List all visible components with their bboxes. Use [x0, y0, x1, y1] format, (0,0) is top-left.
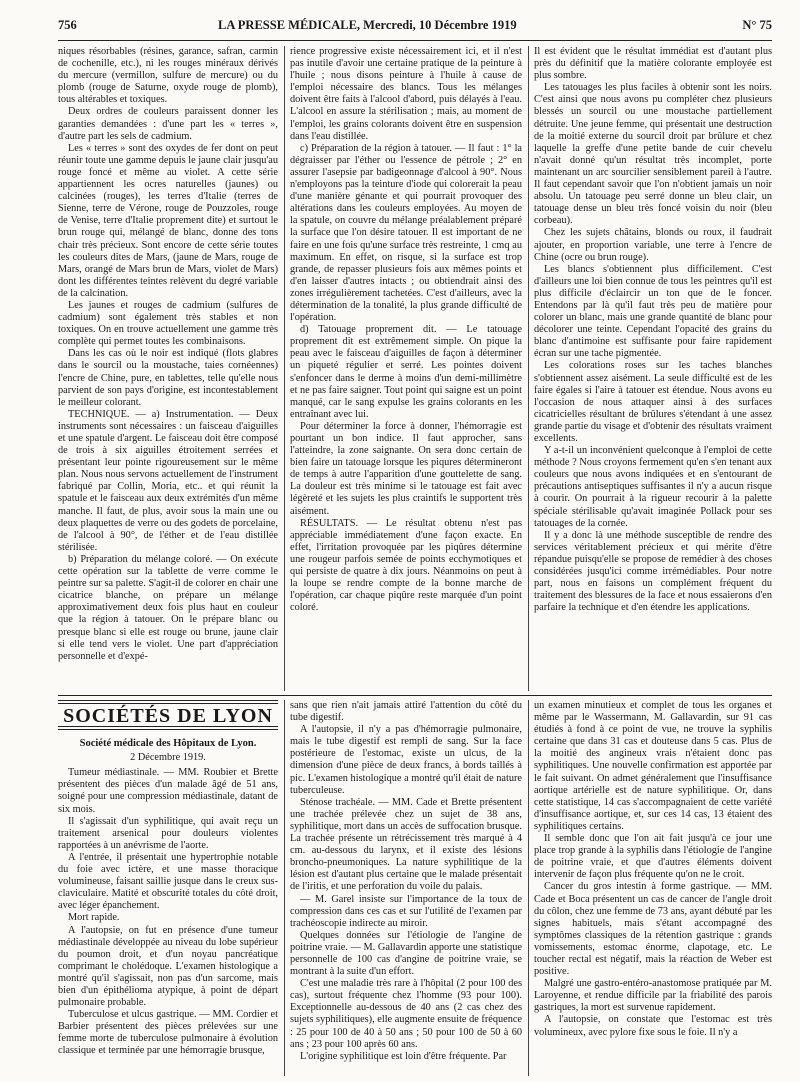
paragraph: A l'autopsie, on fut en présence d'une tumeur médiastinale développée au niveau du lobe supérieur du poumon droit, et d'un noyau pancréatique comprimant le cholédoque. L'examen histologique a montré qu'il s'agissait, non pas d'un sarcome, mais bien d'un épithélioma atypique, à point de départ pulmonaire probable. [58, 924, 278, 1009]
running-header [58, 18, 772, 38]
session-date: 2 Décembre 1919. [130, 752, 206, 764]
paragraph: TECHNIQUE. — a) Instrumentation. — Deux instruments sont nécessaires : un faisceau d'aiguilles et une spatule d'argent. Le faisceau doit être composé de trois à six aiguilles étroitement serrées et présentant leur pointe rigoureusement sur le même plan. Nous nous servons actuellement de l'instrument fabriqué par Collin, Moria, etc.. et qui réunit la spatule et le faisceau aux deux extrémités d'un même manche. Il faut, de plus, avoir sous la main une ou deux plaquettes de verre ou des godets de porcelaine, de l'alcool à 90°, de l'éther et de l'eau distillée stérilisée. [58, 408, 278, 553]
bottom-column-1 [58, 700, 278, 1076]
paragraph: Y a-t-il un inconvénient quelconque à l'emploi de cette méthode ? Nous croyons fermement qu'en s'en tenant aux couleurs que nous avons indiquées et en s'entourant de précautions antiseptiques suffisantes il n'y a aucun risque à courir. On pourrait à la rigueur recourir à la palette spéciale stérilisable qu'avait imaginée Pollack pour ses tatouages de la cornée. [534, 445, 772, 529]
paragraph: b) Préparation du mélange coloré. — On exécute cette opération sur la tablette de verre comme le peintre sur sa palette. S'agit-il de colorer en chair une cicatrice blanche, on prépare un mélange approximativement deux fois plus haut en couleur que la région à tatouer. On le prépare blanc ou presque blanc si elle est rouge ou brune, jaune clair si elle tend vers le violet. Une part d'appréciation personnelle et d'expé- [58, 553, 278, 662]
paragraph: Il est évident que le résultat immédiat est d'autant plus près du définitif que la matière colorante employée est plus sombre. [534, 46, 772, 82]
paragraph: c) Préparation de la région à tatouer. — Il faut : 1° la dégraisser par l'éther ou l'essence de pétrole ; 2° en assurer l'asepsie par badigeonnage d'alcool à 90°. Nous n'employons pas la teinture d'iode qui colorerait la peau d'une manière génante et qui pourrait provoquer des altérations dans les couleurs employées. Au moyen de la spatule, on couvre du mélange préalablement préparé la surface que l'on désire tatouer. Il est important de ne faire en une fois qu'une surface très restreinte, 1 cmq au maximum. En effet, on risque, si la surface est trop grande, de repasser plusieurs fois aux mêmes points et d'en laisser d'autres intacts ; ou obtiendrait ainsi des zones irrégulièrement tachetées. C'est d'ailleurs, avec la détermination de la tonalité, la plus grande difficulté de l'opération. [290, 142, 522, 324]
paragraph: L'origine syphilitique est loin d'être fréquente. Par [300, 1050, 507, 1062]
paragraph: Il s'agissait d'un syphilitique, qui avait reçu un traitement arsenical pour douleurs violentes rapportées à un anévrisme de l'aorte. [58, 815, 278, 851]
top-column-1 [58, 46, 278, 691]
page-number: 756 [58, 18, 77, 32]
paragraph: Les tatouages les plus faciles à obtenir sont les noirs. C'est ainsi que nous avons pu compléter chez plusieurs blessés un sourcil ou une moustache partiellement détruite. Une jeune femme, qui présentait une destruction de la moitié externe du sourcil droit par brûlure et chez laquelle la greffe d'une petite bande de cuir chevelu n'avait donné qu'un résultat très incomplet, porte maintenant un arc sourcilier sensiblement pareil à l'autre. Il faut cependant savoir que l'on n'obtient jamais un noir absolu. Un tatouage peu serré donne un bleu clair, un tatouage dense un bleu très foncé voisin du noir (bleu corbeau). [534, 82, 772, 227]
issue-number: N° 75 [742, 18, 772, 32]
column-divider [528, 46, 529, 691]
paragraph: d) Tatouage proprement dit. — Le tatouage proprement dit est extrêmement simple. On pique la peau avec le faisceau d'aiguilles de façon à déterminer un piqueté régulier et serré. Les pointes doivent s'enfoncer dans le derme à moins d'un demi-millimètre et ne pas faire saigner. Tout point qui saigne est un point manqué, car le sang expulse les grains colorants en les entraînant avec lui. [290, 324, 522, 420]
paragraph: un examen minutieux et complet de tous les organes et même par le Wassermann, M. Gallavardin, sur 91 cas étudiés à fond à ce point de vue, ne trouve la syphilis certaine que dans 31 cas et douteuse dans 5 cas. Plus de la moitié des angineux vrais n'étaient donc pas syphilitiques. Une nouvelle confirmation est apportée par le fait suivant. On admet généralement que l'insuffisance aortique artérielle est de nature syphilitique. Or, dans cette statistique, 14 cas s'accompagnaient de cette variété d'insuffisance aortique, et, sur ces 14 cas, 13 étaient des syphilitiques certains. [534, 700, 772, 832]
paragraph: Mort rapide. [68, 912, 120, 924]
paragraph: Les jaunes et rouges de cadmium (sulfures de cadmium) sont également très stables et non toxiques. On en trouve actuellement une gamme très complète qui permet toutes les combinaisons. [58, 299, 278, 348]
header-rule [58, 40, 772, 41]
paragraph: rience progressive existe nécessairement ici, et il n'est pas inutile d'avoir une certaine pratique de la peinture à l'huile ; nous disons peinture à l'huile à cause de l'emploi nécessaire des blancs. Tous les mélanges doivent être faits à l'alcool d'abord, puis délayés à l'eau. L'alcool en assure la stérilisation ; mais, au moment de l'emploi, les grains colorants doivent être en suspension dans l'eau distillée. [290, 46, 522, 142]
paragraph: Deux ordres de couleurs paraissent donner les garanties demandées : d'une part les « terres », d'autre part les sels de cadmium. [58, 106, 278, 142]
paragraph: sans que rien n'ait jamais attiré l'attention du côté du tube digestif. [290, 700, 522, 724]
paragraph: Tuberculose et ulcus gastrique. — MM. Cordier et Barbier présentent des pièces prélevées sur une femme morte de tuberculose pulmonaire à évolution classique et terminée par une hémorragie brusque, [58, 1009, 278, 1057]
paragraph: Il y a donc là une méthode susceptible de rendre des services véritablement précieux et qui mérite d'être répandue puisqu'elle se propose de remédier à des choses considérées jusqu'ici comme irrémédiables. Pour notre part, nous en faisons un complément fréquent du traitement des blessures de la face et nous essaierons d'en parfaire la technique et d'en étendre les applications. [534, 529, 772, 614]
paragraph: Les blancs s'obtiennent plus difficilement. C'est d'ailleurs une loi bien connue de tous les peintres qu'il est plus difficile d'éclaircir un ton que de le foncer. Entendons par là qu'il faut très peu de matière pour colorer un blanc, mais une grande quantité de blanc pour décolorer une teinte. Cependant l'opacité des grains du blanc d'antimoine est suffisante pour faire rapidement écran sur une tache pigmentée. [534, 263, 772, 360]
paragraph: Quelques données sur l'étiologie de l'angine de poitrine vraie. — M. Gallavardin apporte une statistique personnelle de 100 cas d'angine de poitrine vraie, se montrant à la suite d'un effort. [290, 929, 522, 978]
paragraph: Chez les sujets châtains, blonds ou roux, il faudrait ajouter, en proportion variable, une terre à l'encre de Chine (ocre ou brun rouge). [534, 227, 772, 263]
column-divider [284, 46, 285, 691]
column-divider [528, 700, 529, 1076]
paragraph: Il semble donc que l'on ait fait jusqu'à ce jour une place trop grande à la syphilis dans l'étiologie de l'angine de poitrine vraie, et que d'autres éléments doivent intervenir de façon plus fréquente qu'on ne le croit. [534, 833, 772, 881]
paragraph: Dans les cas où le noir est indiqué (flots glabres dans le sourcil ou la moustache, taies cornéennes) l'encre de Chine, pure, en tablettes, telle qu'elle nous parvient de son pays d'origine, est incontestablement le meilleur colorant. [58, 348, 278, 408]
title-rule [58, 700, 278, 704]
journal-title: LA PRESSE MÉDICALE, Mercredi, 10 Décembre 1919 [218, 18, 517, 32]
paragraph: RÉSULTATS. — Le résultat obtenu n'est pas appréciable immédiatement d'une façon exacte. En effet, l'irritation provoquée par les piqûres détermine une rougeur parfois semée de points ecchymotiques et qui persiste de quatre à dix jours. Néanmoins on peut à la loupe se rendre compte de la bonne marche de l'opération, car chaque piqûre reste marquée d'un point coloré. [290, 517, 522, 614]
paragraph: A l'autopsie, il n'y a pas d'hémorragie pulmonaire, mais le tube digestif est rempli de sang. Sur la face postérieure de l'estomac, existe un ulcus, de la dimension d'une pièce de deux francs, à bords taillés à pic. L'examen histologique a montré qu'il était de nature tuberculeuse. [290, 724, 522, 796]
paragraph: — M. Garel insiste sur l'importance de la toux de compression dans ces cas et sur l'utilité de l'examen par trachéoscopie indirecte au miroir. [290, 893, 522, 929]
section-rule [58, 695, 772, 696]
paragraph: Les « terres » sont des oxydes de fer dont on peut réunir toute une gamme depuis le jaune clair jusqu'au rouge foncé et même au violet. A cette série appartiennent les ocres naturelles (jaunes) ou calcinées (rouges), les terres d'Italie (terres de Sienne, terre de Vérone, rouge de Pouzzoles, rouge de Venise, terre d'Italie proprement dite) et surtout le brun rouge qui, mélangé de blanc, donne des tons chair très précieux. Sont encore de cette série toutes les couleurs dites de Mars, (jaune de Mars, rouge de Mars, orangé de Mars brun de Mars, violet de Mars) dont les différentes teintes relèvent du degré variable de la calcination. [58, 142, 278, 299]
bottom-column-3 [534, 700, 772, 1076]
paragraph: Malgré une gastro-entéro-anastomose pratiquée par M. Laroyenne, et rendue difficile par la friabilité des parois gastriques, la mort est survenue rapidement. [534, 978, 772, 1014]
section-title: SOCIÉTÉS DE LYON [63, 705, 273, 727]
top-column-2 [290, 46, 522, 691]
paragraph: C'est une maladie très rare à l'hôpital (2 pour 100 des cas), surtout fréquente chez l'homme (93 pour 100). Exceptionnelle au-dessous de 40 ans (2 cas chez des sujets syphilitiques), elle augmente ensuite de fréquence : 25 pour 100 de 40 à 50 ans ; 50 pour 100 de 50 à 60 ans ; 23 pour 100 après 60 ans. [290, 978, 522, 1050]
bottom-column-2 [290, 700, 522, 1076]
paragraph: Pour déterminer la force à donner, l'hémorragie est pourtant un bon indice. Il faut approcher, sans l'atteindre, la zone saignante. On sera donc certain de bien faire un tatouage lorsque les piqures détermineront de temps à autre l'apparition d'une gouttelette de sang. La douleur est très minime si le tatouage est fait avec légèreté et les sujets les plus craintifs le supportent très aisément. [290, 420, 522, 517]
top-column-3 [534, 46, 772, 691]
paragraph: A l'autopsie, on constate que l'estomac est très volumineux, avec pylore fixe sous le foie. Il n'y a [534, 1014, 772, 1038]
paragraph: niques résorbables (résines, garance, safran, carmin de cochenille, etc.), ni les rouges minéraux dérivés du mercure (vermillon, sulfure de mercure) ou du plomb (rouge de Saturne, oxyde rouge de plomb), tous altérables et toxiques. [58, 46, 278, 106]
paragraph: A l'entrée, il présentait une hypertrophie notable du foie avec ictère, et une masse thoracique volumineuse, faisant saillie jusque dans le creux sus-claviculaire. Matité et obscurité totales du côté droit, avec léger épanchement. [58, 851, 278, 912]
paragraph: Les colorations roses sur les taches blanches s'obtiennent assez aisément. La seule difficulté est de les faire égales si l'aire à tatouer est étendue. Nous avons eu l'occasion de nous attaquer ainsi à des surfaces cicatricielles résultant de brûlures s'étendant à une assez grande partie du visage et d'obtenir des résultats vraiment excellents. [534, 360, 772, 444]
paragraph: Sténose trachéale. — MM. Cade et Brette présentent une trachée prélevée chez un sujet de 38 ans, syphilitique, mort dans un accès de suffocation brusque. La trachée présente un rétrécissement très marqué à 4 cm. au-dessous du larynx, et il existe des lésions broncho-pneumoniques. La nature syphilitique de la lésion est d'autant plus certaine que le malade présentait de l'iritis, et une perforation du voile du palais. [290, 796, 522, 893]
column-divider [284, 700, 285, 1076]
paragraph: Cancer du gros intestin à forme gastrique. — MM. Cade et Boca présentent un cas de cancer de l'angle droit du côlon, chez une femme de 73 ans, ayant débuté par les signes habituels, mais s'étant accompagné des symptômes classiques de la rétention gastrique : grands vomissements, estomac énorme, clapotage, etc. Le toucher rectal est négatif, mais la réaction de Weber est positive. [534, 881, 772, 978]
paragraph: Tumeur médiastinale. — MM. Roubier et Brette présentent des pièces d'un malade âgé de 51 ans, soigné pour une compression médiastinale, datant de six mois. [58, 767, 278, 815]
society-name: Société médicale des Hôpitaux de Lyon. [79, 738, 257, 750]
